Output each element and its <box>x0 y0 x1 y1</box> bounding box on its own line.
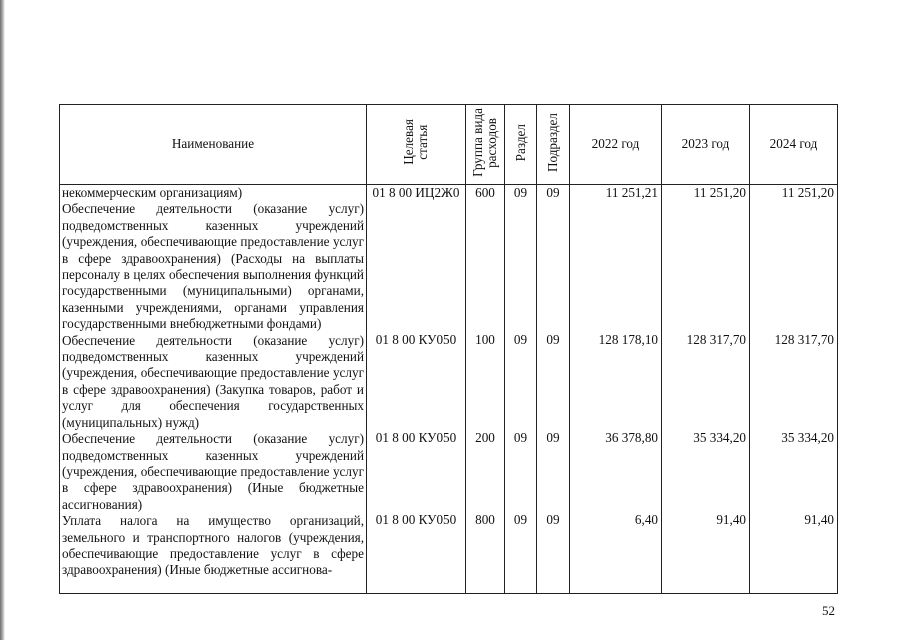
row-group: 800 <box>475 512 495 527</box>
row-amount-2024: 128 317,70 <box>774 332 834 347</box>
row-amount-2024: 91,40 <box>804 512 834 527</box>
header-target: Целевая статья <box>367 105 466 185</box>
budget-table <box>59 104 838 594</box>
header-expense-group: Группа вида расходов <box>466 105 505 185</box>
target-column <box>367 185 466 594</box>
row-amount-2022: 36 378,80 <box>605 430 658 445</box>
header-2022: 2022 год <box>570 105 662 185</box>
header-2024: 2024 год <box>750 105 838 185</box>
row-amount-2022: 128 178,10 <box>598 332 658 347</box>
row-subsection: 09 <box>546 512 560 527</box>
row-target: 01 8 00 КУ050 <box>375 430 457 445</box>
row-target: 01 8 00 КУ050 <box>375 512 457 527</box>
row-amount-2023: 128 317,70 <box>686 332 746 347</box>
row-section: 09 <box>513 512 528 527</box>
row-section: 09 <box>513 185 528 200</box>
table-header-row <box>60 105 838 185</box>
row-amount-2022: 6,40 <box>634 512 658 527</box>
row-subsection: 09 <box>546 332 560 347</box>
subsection-column <box>537 185 570 594</box>
row-name: некоммерческим организациям) <box>62 185 243 200</box>
row-amount-2024: 11 251,20 <box>781 185 834 200</box>
header-name: Наименование <box>60 105 367 185</box>
row-amount-2024: 35 334,20 <box>781 430 834 445</box>
row-amount-2022: 11 251,21 <box>605 185 658 200</box>
row-name: Обеспечение деятельности (оказание услуг) подведомственных казенных учреждений (учреждения, обеспечивающие предоставление услуг в сфере здравоохранения) (Закупка товаров, работ и услуг для обеспечения государственных (муниципальных) нужд) <box>62 332 364 430</box>
section-column <box>505 185 537 594</box>
page-number: 52 <box>822 603 835 618</box>
row-name: Уплата налога на имущество организаций, земельного и транспортного налогов (учреждения, обеспечивающие предоставление услуг в сфере здравоохранения) (Иные бюджетные ассигнова- <box>62 513 364 578</box>
row-subsection: 09 <box>546 185 560 200</box>
row-subsection: 09 <box>546 430 560 445</box>
header-2023: 2023 год <box>662 105 750 185</box>
name-column <box>60 185 367 594</box>
row-target: 01 8 00 КУ050 <box>375 332 457 347</box>
row-name: Обеспечение деятельности (оказание услуг) подведомственных казенных учреждений (учреждения, обеспечивающие предоставление услуг в сфере здравоохранения) (Расходы на выплаты персоналу в целях обеспечения выполнения функций государственными (муниципальными) органами, казенными учреждениями, органами управления государственными внебюджетными фондами) <box>62 201 364 332</box>
table-body-row <box>60 185 838 594</box>
row-group: 600 <box>475 185 495 200</box>
row-amount-2023: 11 251,20 <box>693 185 746 200</box>
header-subsection: Подраздел <box>537 105 570 185</box>
row-target: 01 8 00 ИЦ2Ж0 <box>372 185 460 200</box>
header-section: Раздел <box>505 105 537 185</box>
row-name: Обеспечение деятельности (оказание услуг) подведомственных казенных учреждений (учреждения, обеспечивающие предоставление услуг в сфере здравоохранения) (Иные бюджетные ассигнования) <box>62 431 364 512</box>
row-group: 100 <box>475 332 495 347</box>
y2022-column <box>570 185 662 594</box>
row-section: 09 <box>513 430 528 445</box>
group-column <box>466 185 505 594</box>
row-section: 09 <box>513 332 528 347</box>
y2023-column <box>662 185 750 594</box>
row-amount-2023: 35 334,20 <box>693 430 746 445</box>
row-group: 200 <box>475 430 495 445</box>
scan-edge <box>0 0 5 640</box>
y2024-column <box>750 185 838 594</box>
row-amount-2023: 91,40 <box>716 512 746 527</box>
